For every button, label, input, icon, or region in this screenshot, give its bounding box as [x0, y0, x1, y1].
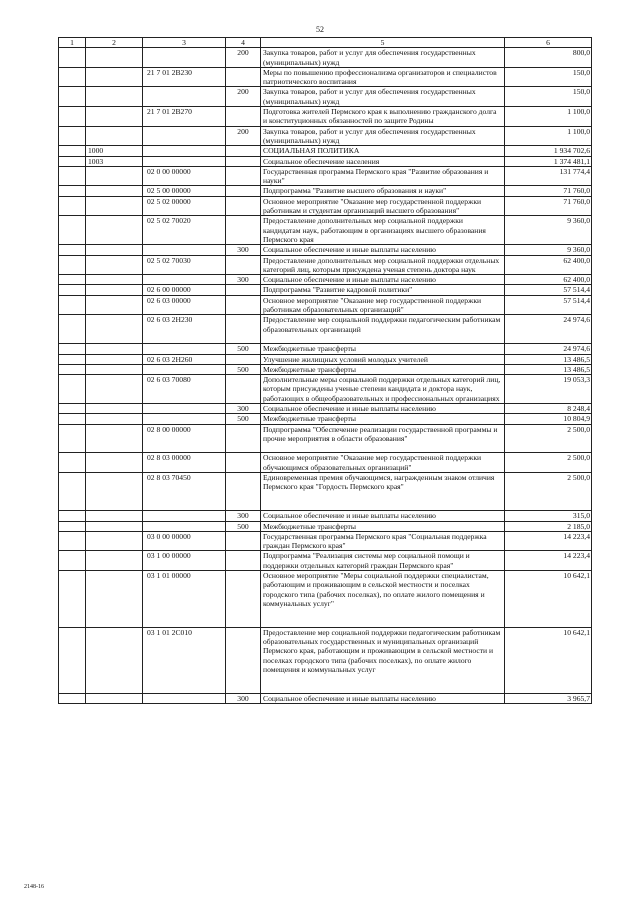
amount-cell: 24 974,6 [505, 344, 592, 354]
amount-cell: 57 514,4 [505, 295, 592, 315]
podrazdel-cell [86, 87, 143, 107]
podrazdel-cell [86, 295, 143, 315]
footer-code: 2148-16 [24, 884, 44, 890]
razdel-cell [59, 424, 86, 453]
razdel-cell [59, 354, 86, 364]
description-cell: Государственная программа Пермского края "Развитие образования и науки" [261, 166, 505, 186]
amount-cell: 57 514,4 [505, 285, 592, 295]
razdel-cell [59, 521, 86, 531]
description-cell: Предоставление мер социальной поддержки педагогическим работникам образовательных государственных и муниципальных организаций Пермского края, работающим и проживающим в сельской местности и поселках городского типа (рабочих поселках), по оплате жилого помещения и коммунальных услуг [261, 627, 505, 693]
description-cell: СОЦИАЛЬНАЯ ПОЛИТИКА [261, 146, 505, 156]
amount-cell: 1 100,0 [505, 107, 592, 127]
target-code-cell [143, 521, 226, 531]
table-row [59, 146, 592, 156]
podrazdel-cell: 1000 [86, 146, 143, 156]
table-row [59, 693, 592, 703]
description-cell: Межбюджетные трансферты [261, 414, 505, 424]
podrazdel-cell [86, 354, 143, 364]
expense-type-cell: 200 [226, 126, 261, 146]
razdel-cell [59, 364, 86, 374]
expense-type-cell [226, 571, 261, 628]
description-cell: Подпрограмма "Обеспечение реализации государственной программы и прочие мероприятия в области образования" [261, 424, 505, 453]
expense-type-cell [226, 531, 261, 551]
razdel-cell [59, 107, 86, 127]
target-code-cell [143, 364, 226, 374]
target-code-cell: 02 5 02 70030 [143, 255, 226, 275]
razdel-cell [59, 403, 86, 413]
expense-type-cell [226, 146, 261, 156]
podrazdel-cell [86, 364, 143, 374]
description-cell: Подпрограмма "Реализация системы мер социальной помощи и поддержки отдельных категорий граждан Пермского края" [261, 551, 505, 571]
description-cell: Межбюджетные трансферты [261, 521, 505, 531]
description-cell: Дополнительные меры социальной поддержки отдельных категорий лиц, которым присуждены ученые степени кандидата и доктора наук, работающих в общеобразовательных и профессиональных организациях [261, 375, 505, 404]
description-cell: Подпрограмма "Развитие высшего образования и науки" [261, 186, 505, 196]
razdel-cell [59, 531, 86, 551]
podrazdel-cell [86, 285, 143, 295]
target-code-cell: 03 1 00 00000 [143, 551, 226, 571]
razdel-cell [59, 87, 86, 107]
expense-type-cell [226, 196, 261, 216]
table-row [59, 403, 592, 413]
razdel-cell [59, 344, 86, 354]
podrazdel-cell: 1003 [86, 156, 143, 166]
expense-type-cell: 300 [226, 403, 261, 413]
razdel-cell [59, 295, 86, 315]
amount-cell: 13 486,5 [505, 354, 592, 364]
target-code-cell: 21 7 01 2В230 [143, 67, 226, 87]
razdel-cell [59, 216, 86, 245]
target-code-cell: 02 8 03 00000 [143, 453, 226, 473]
amount-cell: 800,0 [505, 48, 592, 68]
target-code-cell: 02 5 00 00000 [143, 186, 226, 196]
target-code-cell: 02 5 02 00000 [143, 196, 226, 216]
column-header: 2 [86, 38, 143, 48]
target-code-cell: 02 0 00 00000 [143, 166, 226, 186]
expense-type-cell: 500 [226, 364, 261, 374]
target-code-cell: 21 7 01 2В270 [143, 107, 226, 127]
description-cell: Межбюджетные трансферты [261, 344, 505, 354]
amount-cell: 2 185,0 [505, 521, 592, 531]
podrazdel-cell [86, 255, 143, 275]
target-code-cell: 02 8 00 00000 [143, 424, 226, 453]
razdel-cell [59, 627, 86, 693]
table-row [59, 354, 592, 364]
target-code-cell: 02 6 03 70080 [143, 375, 226, 404]
razdel-cell [59, 255, 86, 275]
expense-type-cell [226, 186, 261, 196]
razdel-cell [59, 375, 86, 404]
description-cell: Основное мероприятие "Оказание мер государственной поддержки обучающимся образовательных организаций" [261, 453, 505, 473]
razdel-cell [59, 48, 86, 68]
table-row [59, 245, 592, 255]
target-code-cell: 02 6 03 2Н230 [143, 315, 226, 344]
description-cell: Единовременная премия обучающимся, награжденным знаком отличия Пермского края "Гордость Пермского края" [261, 473, 505, 511]
podrazdel-cell [86, 424, 143, 453]
razdel-cell [59, 126, 86, 146]
podrazdel-cell [86, 67, 143, 87]
table-row [59, 571, 592, 628]
podrazdel-cell [86, 571, 143, 628]
target-code-cell [143, 48, 226, 68]
podrazdel-cell [86, 403, 143, 413]
table-row [59, 67, 592, 87]
description-cell: Основное мероприятие "Меры социальной поддержки специалистам, работающим и проживающим в сельской местности и поселках городского типа (рабочих поселках), по оплате жилого помещения и коммунальных услуг" [261, 571, 505, 628]
razdel-cell [59, 315, 86, 344]
target-code-cell: 02 8 03 70450 [143, 473, 226, 511]
expense-type-cell: 500 [226, 521, 261, 531]
table-row [59, 375, 592, 404]
amount-cell: 14 223,4 [505, 531, 592, 551]
podrazdel-cell [86, 693, 143, 703]
table-row [59, 364, 592, 374]
expense-type-cell [226, 67, 261, 87]
target-code-cell [143, 245, 226, 255]
podrazdel-cell [86, 275, 143, 285]
target-code-cell [143, 156, 226, 166]
razdel-cell [59, 453, 86, 473]
target-code-cell: 03 0 00 00000 [143, 531, 226, 551]
table-row [59, 216, 592, 245]
podrazdel-cell [86, 551, 143, 571]
description-cell: Предоставление дополнительных мер социальной поддержки отдельных категорий лиц, которым присуждена ученая степень доктора наук [261, 255, 505, 275]
razdel-cell [59, 693, 86, 703]
razdel-cell [59, 67, 86, 87]
target-code-cell [143, 511, 226, 521]
amount-cell: 10 642,1 [505, 627, 592, 693]
podrazdel-cell [86, 245, 143, 255]
expense-type-cell: 300 [226, 275, 261, 285]
target-code-cell [143, 693, 226, 703]
table-row [59, 521, 592, 531]
podrazdel-cell [86, 48, 143, 68]
page-number: 52 [316, 25, 324, 34]
razdel-cell [59, 275, 86, 285]
podrazdel-cell [86, 196, 143, 216]
description-cell: Закупка товаров, работ и услуг для обеспечения государственных (муниципальных) нужд [261, 126, 505, 146]
table-row [59, 414, 592, 424]
target-code-cell: 02 5 02 70020 [143, 216, 226, 245]
razdel-cell [59, 245, 86, 255]
table-row [59, 551, 592, 571]
table-row [59, 48, 592, 68]
description-cell: Социальное обеспечение и иные выплаты населению [261, 245, 505, 255]
table-row [59, 186, 592, 196]
expense-type-cell [226, 627, 261, 693]
target-code-cell [143, 146, 226, 156]
column-header: 5 [261, 38, 505, 48]
podrazdel-cell [86, 186, 143, 196]
expense-type-cell [226, 424, 261, 453]
podrazdel-cell [86, 531, 143, 551]
podrazdel-cell [86, 511, 143, 521]
razdel-cell [59, 551, 86, 571]
amount-cell: 62 400,0 [505, 255, 592, 275]
expense-type-cell [226, 354, 261, 364]
table-row [59, 453, 592, 473]
target-code-cell: 02 6 00 00000 [143, 285, 226, 295]
amount-cell: 71 760,0 [505, 196, 592, 216]
table-row [59, 107, 592, 127]
column-header-row [59, 38, 592, 48]
target-code-cell: 03 1 01 2С010 [143, 627, 226, 693]
description-cell: Предоставление дополнительных мер социальной поддержки кандидатам наук, работающим в организациях высшего образования Пермского края [261, 216, 505, 245]
razdel-cell [59, 511, 86, 521]
table-row [59, 315, 592, 344]
razdel-cell [59, 166, 86, 186]
amount-cell: 2 500,0 [505, 473, 592, 511]
amount-cell: 14 223,4 [505, 551, 592, 571]
amount-cell: 3 965,7 [505, 693, 592, 703]
expense-type-cell [226, 473, 261, 511]
column-header: 6 [505, 38, 592, 48]
description-cell: Социальное обеспечение и иные выплаты населению [261, 693, 505, 703]
podrazdel-cell [86, 473, 143, 511]
target-code-cell [143, 87, 226, 107]
column-header: 1 [59, 38, 86, 48]
razdel-cell [59, 146, 86, 156]
amount-cell: 10 804,9 [505, 414, 592, 424]
podrazdel-cell [86, 107, 143, 127]
table-row [59, 255, 592, 275]
description-cell: Социальное обеспечение населения [261, 156, 505, 166]
amount-cell: 9 360,0 [505, 245, 592, 255]
table-row [59, 87, 592, 107]
razdel-cell [59, 285, 86, 295]
table-row [59, 627, 592, 693]
description-cell: Межбюджетные трансферты [261, 364, 505, 374]
razdel-cell [59, 473, 86, 511]
column-header: 4 [226, 38, 261, 48]
podrazdel-cell [86, 414, 143, 424]
podrazdel-cell [86, 453, 143, 473]
expense-type-cell: 300 [226, 245, 261, 255]
table-row [59, 473, 592, 511]
amount-cell: 71 760,0 [505, 186, 592, 196]
amount-cell: 19 053,3 [505, 375, 592, 404]
table-row [59, 196, 592, 216]
expense-type-cell: 300 [226, 693, 261, 703]
expense-type-cell [226, 107, 261, 127]
expense-type-cell [226, 315, 261, 344]
budget-table [58, 37, 592, 704]
podrazdel-cell [86, 126, 143, 146]
table-row [59, 531, 592, 551]
expense-type-cell [226, 156, 261, 166]
expense-type-cell [226, 551, 261, 571]
table-row [59, 285, 592, 295]
description-cell: Основное мероприятие "Оказание мер государственной поддержки работникам образовательных организаций" [261, 295, 505, 315]
expense-type-cell: 200 [226, 48, 261, 68]
table-row [59, 156, 592, 166]
expense-type-cell: 500 [226, 414, 261, 424]
amount-cell: 2 500,0 [505, 424, 592, 453]
target-code-cell [143, 414, 226, 424]
amount-cell: 315,0 [505, 511, 592, 521]
column-header: 3 [143, 38, 226, 48]
expense-type-cell [226, 166, 261, 186]
target-code-cell [143, 275, 226, 285]
expense-type-cell [226, 375, 261, 404]
expense-type-cell [226, 285, 261, 295]
table-row [59, 424, 592, 453]
amount-cell: 24 974,6 [505, 315, 592, 344]
podrazdel-cell [86, 315, 143, 344]
amount-cell: 62 400,0 [505, 275, 592, 285]
podrazdel-cell [86, 375, 143, 404]
target-code-cell [143, 344, 226, 354]
expense-type-cell [226, 295, 261, 315]
razdel-cell [59, 571, 86, 628]
description-cell: Меры по повышению профессионализма организаторов и специалистов патриотического воспитания [261, 67, 505, 87]
amount-cell: 1 374 481,1 [505, 156, 592, 166]
description-cell: Социальное обеспечение и иные выплаты населению [261, 275, 505, 285]
expense-type-cell [226, 453, 261, 473]
table-row [59, 511, 592, 521]
description-cell: Закупка товаров, работ и услуг для обеспечения государственных (муниципальных) нужд [261, 87, 505, 107]
table-row [59, 126, 592, 146]
amount-cell: 10 642,1 [505, 571, 592, 628]
razdel-cell [59, 414, 86, 424]
target-code-cell: 03 1 01 00000 [143, 571, 226, 628]
expense-type-cell: 500 [226, 344, 261, 354]
podrazdel-cell [86, 166, 143, 186]
description-cell: Государственная программа Пермского края "Социальная поддержка граждан Пермского края" [261, 531, 505, 551]
expense-type-cell: 300 [226, 511, 261, 521]
razdel-cell [59, 186, 86, 196]
description-cell: Подпрограмма "Развитие кадровой политики" [261, 285, 505, 295]
podrazdel-cell [86, 627, 143, 693]
description-cell: Улучшение жилищных условий молодых учителей [261, 354, 505, 364]
target-code-cell [143, 403, 226, 413]
target-code-cell [143, 126, 226, 146]
amount-cell: 9 360,0 [505, 216, 592, 245]
amount-cell: 150,0 [505, 67, 592, 87]
amount-cell: 131 774,4 [505, 166, 592, 186]
description-cell: Предоставление мер социальной поддержки педагогическим работникам образовательных организаций [261, 315, 505, 344]
expense-type-cell: 200 [226, 87, 261, 107]
expense-type-cell [226, 216, 261, 245]
table-row [59, 166, 592, 186]
amount-cell: 13 486,5 [505, 364, 592, 374]
podrazdel-cell [86, 521, 143, 531]
amount-cell: 150,0 [505, 87, 592, 107]
description-cell: Основное мероприятие "Оказание мер государственной поддержки работникам и студентам организаций высшего образования" [261, 196, 505, 216]
description-cell: Социальное обеспечение и иные выплаты населению [261, 403, 505, 413]
amount-cell: 8 248,4 [505, 403, 592, 413]
table-row [59, 344, 592, 354]
description-cell: Социальное обеспечение и иные выплаты населению [261, 511, 505, 521]
table-row [59, 295, 592, 315]
table-row [59, 275, 592, 285]
amount-cell: 2 500,0 [505, 453, 592, 473]
amount-cell: 1 934 702,6 [505, 146, 592, 156]
description-cell: Закупка товаров, работ и услуг для обеспечения государственных (муниципальных) нужд [261, 48, 505, 68]
podrazdel-cell [86, 344, 143, 354]
target-code-cell: 02 6 03 00000 [143, 295, 226, 315]
razdel-cell [59, 156, 86, 166]
expense-type-cell [226, 255, 261, 275]
amount-cell: 1 100,0 [505, 126, 592, 146]
target-code-cell: 02 6 03 2Н260 [143, 354, 226, 364]
description-cell: Подготовка жителей Пермского края к выполнению гражданского долга и конституционных обязанностей по защите Родины [261, 107, 505, 127]
podrazdel-cell [86, 216, 143, 245]
razdel-cell [59, 196, 86, 216]
